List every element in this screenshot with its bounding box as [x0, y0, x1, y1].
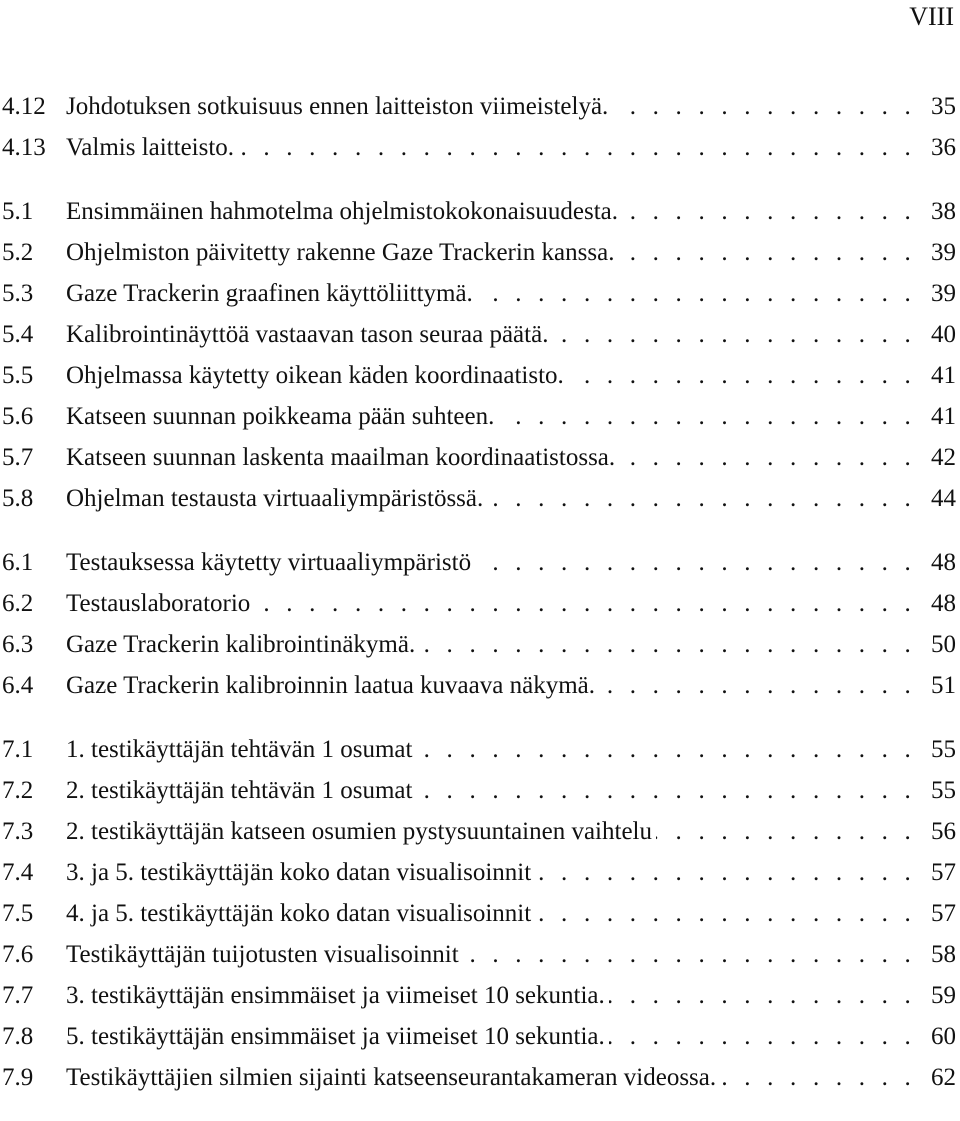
dot-leader	[498, 396, 916, 437]
dot-leader	[656, 811, 916, 852]
figure-number: 7.2	[2, 777, 34, 804]
figure-number: 7.7	[2, 982, 34, 1009]
figure-title: 2. testikäyttäjän katseen osumien pystysuuntainen vaihtelu	[66, 818, 652, 845]
figure-number: 6.3	[2, 631, 34, 658]
dot-leader	[254, 583, 916, 624]
figure-number: 4.12	[2, 93, 46, 120]
toc-entry[interactable]	[0, 1057, 956, 1098]
figure-number: 6.4	[2, 672, 34, 699]
toc-entry[interactable]	[0, 273, 956, 314]
dot-leader	[599, 665, 916, 706]
figure-title: 3. ja 5. testikäyttäjän koko datan visualisoinnit	[66, 859, 532, 886]
page-ref: 55	[931, 777, 956, 804]
figure-number: 7.1	[2, 736, 34, 763]
toc-entry[interactable]	[0, 811, 956, 852]
dot-leader	[487, 478, 916, 519]
toc-entry[interactable]	[0, 86, 956, 127]
page-ref: 57	[931, 859, 956, 886]
dot-leader	[535, 893, 916, 934]
toc-group	[0, 542, 956, 706]
dot-leader	[477, 273, 916, 314]
page-ref: 55	[931, 736, 956, 763]
page-ref: 60	[931, 1023, 956, 1050]
page-ref: 62	[931, 1064, 956, 1091]
figure-title: Ohjelmiston päivitetty rakenne Gaze Trackerin kanssa.	[66, 239, 615, 266]
figure-title: Kalibrointinäyttöä vastaavan tason seuraa päätä.	[66, 321, 549, 348]
figure-number: 7.5	[2, 900, 34, 927]
figure-title: Valmis laitteisto.	[66, 134, 235, 161]
toc-entry[interactable]	[0, 975, 956, 1016]
figure-title: 5. testikäyttäjän ensimmäiset ja viimeiset 10 sekuntia.	[66, 1023, 605, 1050]
figure-number: 5.4	[2, 321, 34, 348]
page-ref: 41	[931, 403, 956, 430]
figure-number: 4.13	[2, 134, 46, 161]
figure-title: 2. testikäyttäjän tehtävän 1 osumat	[66, 777, 413, 804]
figure-title: Testikäyttäjän tuijotusten visualisoinnit	[66, 941, 459, 968]
page-number: VIII	[909, 2, 954, 31]
figure-title: Ohjelman testausta virtuaaliympäristössä.	[66, 485, 484, 512]
figure-title: Katseen suunnan poikkeama pään suhteen.	[66, 403, 495, 430]
page-ref: 36	[931, 134, 956, 161]
page-ref: 39	[931, 280, 956, 307]
figure-title: Ohjelmassa käytetty oikean käden koordinaatisto.	[66, 362, 564, 389]
figure-number: 6.1	[2, 549, 34, 576]
figure-title: 3. testikäyttäjän ensimmäiset ja viimeiset 10 sekuntia.	[66, 982, 605, 1009]
figure-number: 7.6	[2, 941, 34, 968]
figure-number: 5.3	[2, 280, 34, 307]
toc-entry[interactable]	[0, 934, 956, 975]
figure-number: 5.5	[2, 362, 34, 389]
toc-entry[interactable]	[0, 127, 956, 168]
figure-title: Johdotuksen sotkuisuus ennen laitteiston viimeistelyä.	[66, 93, 609, 120]
page-ref: 48	[931, 549, 956, 576]
dot-leader	[720, 1057, 916, 1098]
page-ref: 48	[931, 590, 956, 617]
page-ref: 56	[931, 818, 956, 845]
toc-entry[interactable]	[0, 191, 956, 232]
dot-leader	[475, 542, 916, 583]
toc-entry[interactable]	[0, 729, 956, 770]
toc-entry[interactable]	[0, 665, 956, 706]
dot-leader	[568, 355, 916, 396]
toc-entry[interactable]	[0, 583, 956, 624]
figure-number: 7.9	[2, 1064, 34, 1091]
toc-entry[interactable]	[0, 437, 956, 478]
toc-entry[interactable]	[0, 478, 956, 519]
toc-entry[interactable]	[0, 314, 956, 355]
page-ref: 38	[931, 198, 956, 225]
figure-number: 5.6	[2, 403, 34, 430]
dot-leader	[552, 314, 916, 355]
page-ref: 41	[931, 362, 956, 389]
figure-title: 1. testikäyttäjän tehtävän 1 osumat	[66, 736, 413, 763]
page-ref: 44	[931, 485, 956, 512]
figure-title: Gaze Trackerin kalibroinnin laatua kuvaava näkymä.	[66, 672, 595, 699]
toc-entry[interactable]	[0, 396, 956, 437]
dot-leader	[535, 852, 916, 893]
page-ref: 39	[931, 239, 956, 266]
figure-title: Ensimmäinen hahmotelma ohjelmistokokonaisuudesta.	[66, 198, 618, 225]
dot-leader	[619, 437, 916, 478]
page-ref: 35	[931, 93, 956, 120]
list-of-figures	[0, 86, 956, 1121]
figure-number: 7.3	[2, 818, 34, 845]
figure-number: 5.1	[2, 198, 34, 225]
page-ref: 59	[931, 982, 956, 1009]
figure-number: 7.8	[2, 1023, 34, 1050]
figure-number: 7.4	[2, 859, 34, 886]
figure-title: Gaze Trackerin graafinen käyttöliittymä.	[66, 280, 473, 307]
page-ref: 40	[931, 321, 956, 348]
toc-entry[interactable]	[0, 355, 956, 396]
figure-number: 6.2	[2, 590, 34, 617]
figure-title: Gaze Trackerin kalibrointinäkymä.	[66, 631, 416, 658]
figure-number: 5.2	[2, 239, 34, 266]
toc-entry[interactable]	[0, 542, 956, 583]
toc-entry[interactable]	[0, 624, 956, 665]
figure-number: 5.7	[2, 444, 34, 471]
dot-leader	[463, 934, 916, 975]
dot-leader	[609, 975, 916, 1016]
figure-title: 4. ja 5. testikäyttäjän koko datan visualisoinnit	[66, 900, 532, 927]
dot-leader	[618, 232, 916, 273]
page-ref: 51	[931, 672, 956, 699]
dot-leader	[416, 770, 916, 811]
toc-entry[interactable]	[0, 1016, 956, 1057]
page-ref: 58	[931, 941, 956, 968]
dot-leader	[416, 729, 916, 770]
dot-leader	[612, 86, 916, 127]
figure-number: 5.8	[2, 485, 34, 512]
toc-entry[interactable]	[0, 232, 956, 273]
toc-entry[interactable]	[0, 852, 956, 893]
toc-entry[interactable]	[0, 893, 956, 934]
dot-leader	[609, 1016, 916, 1057]
toc-group	[0, 729, 956, 1098]
page-ref: 50	[931, 631, 956, 658]
toc-group	[0, 86, 956, 168]
page-ref: 57	[931, 900, 956, 927]
page-ref: 42	[931, 444, 956, 471]
dot-leader	[419, 624, 916, 665]
dot-leader	[238, 127, 916, 168]
figure-title: Katseen suunnan laskenta maailman koordinaatistossa.	[66, 444, 616, 471]
figure-title: Testikäyttäjien silmien sijainti katseenseurantakameran videossa.	[66, 1064, 717, 1091]
figure-title: Testauksessa käytetty virtuaaliympäristö	[66, 549, 472, 576]
dot-leader	[622, 191, 916, 232]
toc-group	[0, 191, 956, 519]
figure-title: Testauslaboratorio	[66, 590, 251, 617]
toc-entry[interactable]	[0, 770, 956, 811]
